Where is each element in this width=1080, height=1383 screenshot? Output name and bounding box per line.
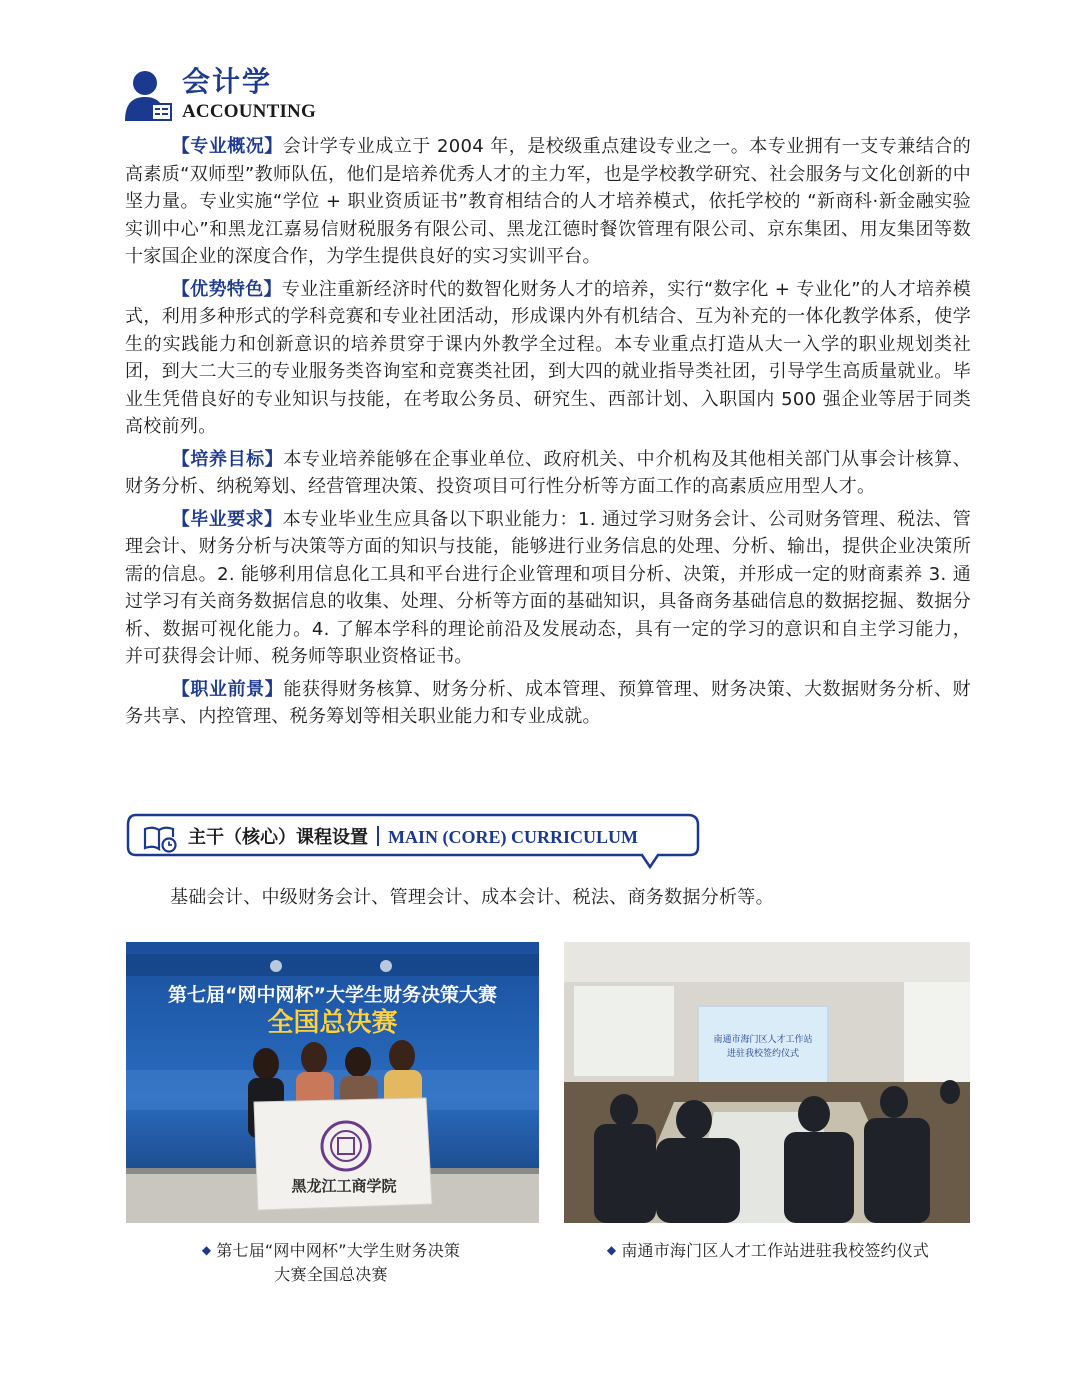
- competition-caption-line1: [166, 1238, 496, 1263]
- major-description: [125, 133, 971, 736]
- curriculum-title-en: MAIN (CORE) CURRICULUM: [388, 827, 638, 847]
- signing-photo-caption: [580, 1238, 956, 1263]
- goals-paragraph: [125, 446, 971, 501]
- overview-text: 会计学专业成立于 2004 年，是校级重点建设专业之一。本专业拥有一支专兼结合的高素质“双师型”教师队伍，他们是培养优秀人才的主力军，也是学校教学研究、社会服务与文化创新的中坚力量。专业实施“学位 + 职业资质证书”教育相结合的人才培养模式，依托学校的 “新商科·新金融实验实训中心”和黑龙江嘉易信财税服务有限公司、黑龙江德时餐饮管理有限公司、京东集团、用友集团等数十家国企业的深度合作，为学生提供良好的实习实训平台。: [125, 136, 971, 267]
- competition-photo-caption: [166, 1238, 496, 1287]
- curriculum-banner: [126, 813, 700, 871]
- competition-banner-line2: 全国总决赛: [267, 1008, 398, 1038]
- advantages-paragraph: [125, 276, 971, 441]
- advantages-text: 专业注重新经济时代的数智化财务人才的培养，实行“数字化 + 专业化”的人才培养模式，利用多种形式的学科竞赛和专业社团活动，形成课内外有机结合、互为补充的一体化教学体系，使学生的实践能力和创新意识的培养贯穿于课内外教学全过程。本专业重点打造从大一入学的职业规划类社团，到大二大三的专业服务类咨询室和竞赛类社团，到大四的就业指导类社团，引导学生高质量就业。毕业生凭借良好的专业知识与技能，在考取公务员、研究生、西部计划、入职国内 500 强企业等居于同类高校前列。: [125, 278, 971, 437]
- ceremony-screen-line2: 进驻我校签约仪式: [726, 1049, 799, 1059]
- goals-label: 【培养目标】: [171, 448, 284, 470]
- competition-caption-line2: 大赛全国总决赛: [274, 1265, 388, 1284]
- requirements-paragraph: [125, 506, 971, 671]
- signing-caption-text: 南通市海门区人才工作站进驻我校签约仪式: [621, 1241, 930, 1260]
- ceremony-screen-line1: 南通市海门区人才工作站: [713, 1035, 813, 1045]
- requirements-label: 【毕业要求】: [171, 508, 283, 530]
- prospects-label: 【职业前景】: [171, 678, 284, 700]
- section-header: [124, 64, 384, 124]
- overview-paragraph: [125, 133, 971, 271]
- requirements-text: 本专业毕业生应具备以下职业能力：1. 通过学习财务会计、公司财务管理、税法、管理会计、财务分析与决策等方面的知识与技能，能够进行业务信息的处理、分析、输出，提供企业决策所需的信息。2. 能够利用信息化工具和平台进行企业管理和项目分析、决策，并形成一定的财商素养 3. 通过学习有关商务数据信息的收集、处理、分析等方面的基础知识，具备商务基础信息的数据挖掘、数据分析、数据可视化能力。4. 了解本学科的理论前沿及发展动态，具有一定的学习的意识和自主学习能力，并可获得会计师、税务师等职业资格证书。: [125, 508, 971, 667]
- signing-ceremony-photo: [564, 942, 970, 1223]
- prospects-text: 能获得财务核算、财务分析、成本管理、预算管理、财务决策、大数据财务分析、财务共享、内控管理、税务筹划等相关职业能力和专业成就。: [125, 678, 971, 727]
- competition-caption-text1: 第七届“网中网杯”大学生财务决策: [216, 1241, 461, 1260]
- major-title: 会计学: [182, 65, 273, 98]
- book-clock-icon: [142, 823, 178, 853]
- prospects-paragraph: [125, 676, 971, 731]
- signing-ceremony-illustration: [564, 942, 970, 1223]
- diamond-bullet-icon: ◆: [606, 1243, 617, 1257]
- goals-text: 本专业培养能够在企事业单位、政府机关、中介机构及其他相关部门从事会计核算、财务分析、纳税筹划、经营管理决策、投资项目可行性分析等方面工作的高素质应用型人才。: [125, 448, 971, 497]
- person-profile-icon: [124, 69, 174, 123]
- competition-photo: [126, 942, 539, 1223]
- major-subtitle: ACCOUNTING: [182, 101, 316, 122]
- core-course-list: 基础会计、中级财务会计、管理会计、成本会计、税法、商务数据分析等。: [170, 887, 774, 908]
- curriculum-title: [188, 823, 638, 852]
- competition-banner-line1: 第七届“网中网杯”大学生财务决策大赛: [168, 984, 497, 1006]
- diamond-bullet-icon: ◆: [201, 1243, 212, 1257]
- curriculum-title-cn: 主干（核心）课程设置: [188, 827, 368, 848]
- advantages-label: 【优势特色】: [171, 278, 282, 300]
- overview-label: 【专业概况】: [171, 136, 283, 157]
- title-divider: [377, 826, 379, 846]
- school-flag-text: 黑龙江工商学院: [291, 1177, 397, 1195]
